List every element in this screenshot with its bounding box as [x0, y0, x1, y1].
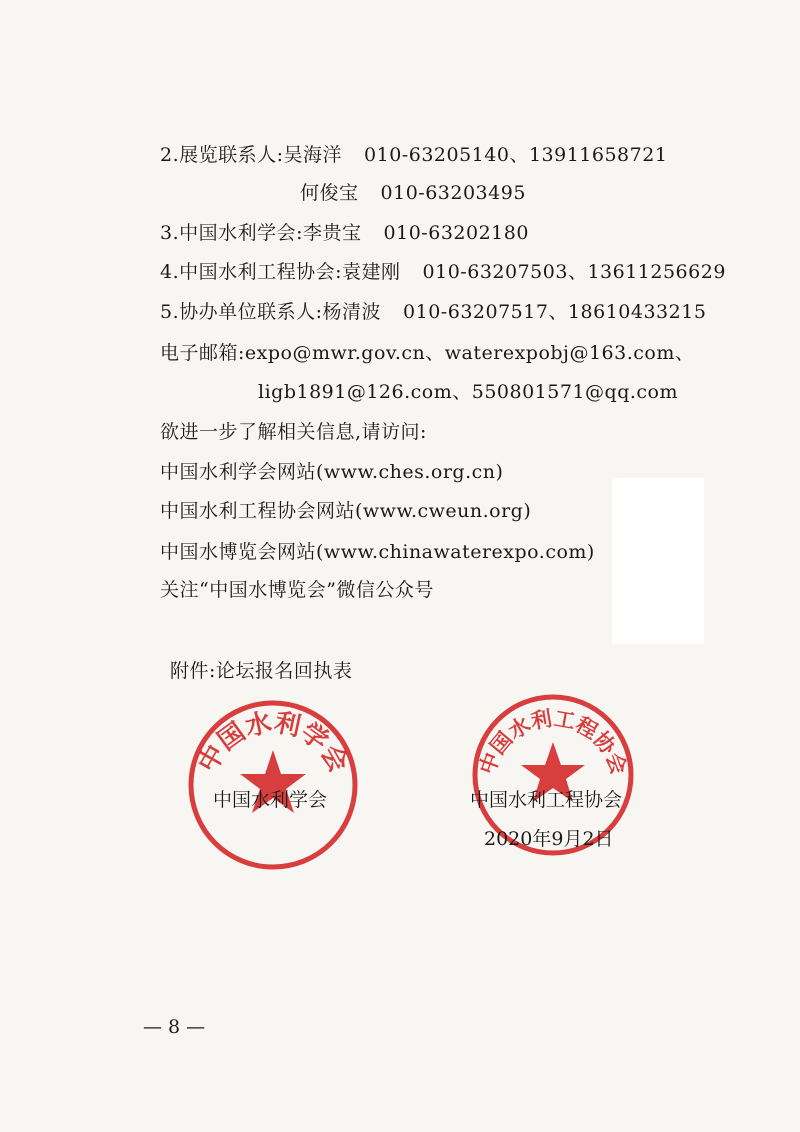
attachment-line: 附件:论坛报名回执表	[170, 660, 353, 682]
exhibition-contact-line	[160, 140, 667, 167]
ches-phone: 010-63202180	[383, 222, 529, 244]
signature-ches: 中国水利学会	[213, 789, 328, 811]
co-organizer-contact-line	[160, 297, 706, 324]
exhibition-phone-2: 010-63203495	[380, 182, 526, 204]
cweun-label: 4.中国水利工程协会:	[160, 261, 343, 283]
signature-cweun: 中国水利工程协会	[470, 789, 623, 811]
email-line-1: 电子邮箱:expo@mwr.gov.cn、waterexpobj@163.com、	[160, 342, 695, 364]
exhibition-contact-line-2	[300, 178, 526, 205]
signature-date: 2020年9月2日	[484, 828, 614, 850]
co-organizer-person: 杨清波	[322, 301, 382, 323]
redaction-box	[612, 478, 704, 644]
seal2-text: 中国水利工程协会	[475, 706, 631, 778]
cweun-person: 袁建刚	[342, 261, 401, 283]
exhibition-label: 2.展览联系人:	[160, 144, 284, 166]
website-ches: 中国水利学会网站(www.ches.org.cn)	[160, 461, 504, 483]
ches-contact-line	[160, 218, 529, 245]
cweun-contact-line	[160, 257, 726, 284]
co-organizer-label: 5.协办单位联系人:	[160, 301, 323, 323]
ches-label: 3.中国水利学会:	[160, 222, 304, 244]
ches-person: 李贵宝	[303, 222, 362, 244]
cweun-phone: 010-63207503、13611256629	[422, 261, 726, 283]
wechat-follow: 关注“中国水博览会”微信公众号	[160, 579, 434, 601]
info-intro: 欲进一步了解相关信息,请访问:	[160, 421, 427, 443]
website-cweun: 中国水利工程协会网站(www.cweun.org)	[160, 500, 532, 522]
page-number: — 8 —	[143, 1016, 206, 1038]
exhibition-phone-1: 010-63205140、13911658721	[364, 144, 668, 166]
seal1-text: 中国水利学会	[192, 707, 354, 778]
website-waterexpo: 中国水博览会网站(www.chinawaterexpo.com)	[160, 541, 595, 563]
co-organizer-phone: 010-63207517、18610433215	[403, 301, 707, 323]
email-line-2: ligb1891@126.com、550801571@qq.com	[258, 381, 678, 403]
exhibition-person-2: 何俊宝	[300, 182, 359, 204]
exhibition-person-1: 吴海洋	[283, 144, 343, 166]
